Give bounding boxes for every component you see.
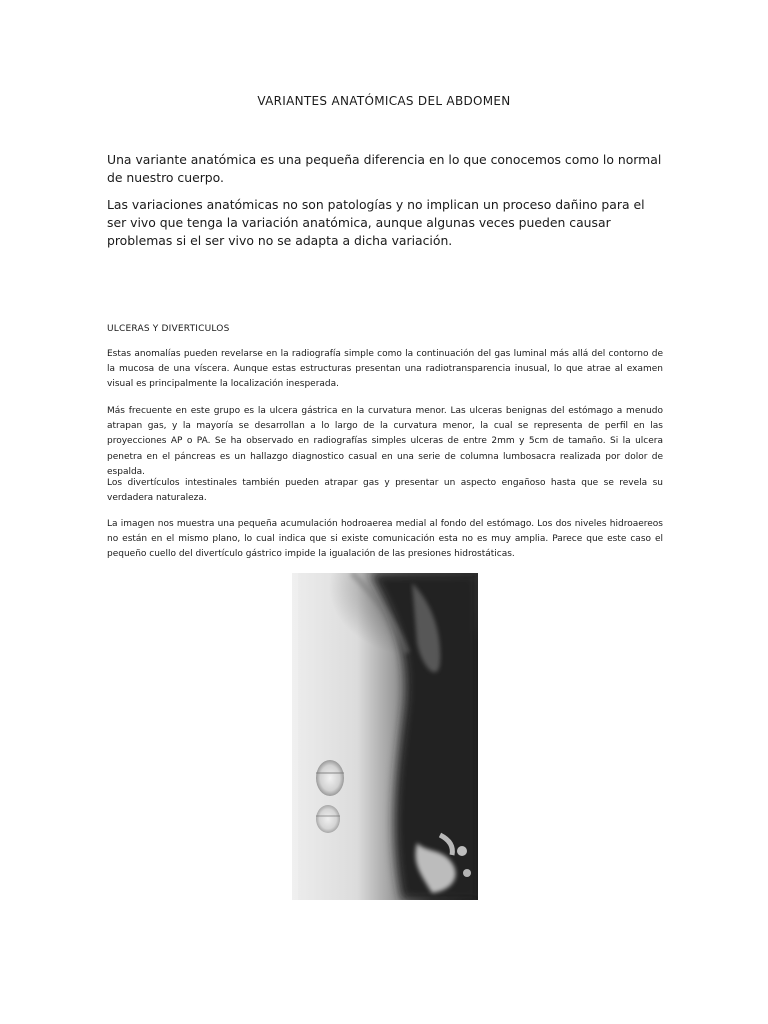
section-heading: ULCERAS Y DIVERTICULOS <box>107 324 230 334</box>
intro-paragraph-1: Una variante anatómica es una pequeña diferencia en lo que conocemos como lo normal de nuestro cuerpo. <box>107 152 662 185</box>
radiograph-image <box>292 573 478 900</box>
body-paragraph-2: Más frecuente en este grupo es la ulcera gástrica en la curvatura menor. Las ulceras benignas del estómago a menudo atrapan gas, y la mayoría se desarrollan a lo largo de la curvatura menor, la cual se representa de perfil en las proyecciones AP o PA. Se ha observado en radiografías simples ulceras de entre 2mm y 5cm de tamaño. Si la ulcera penetra en el páncreas es un hallazgo diagnostico casual en una serie de columna lumbosacra realizada por dolor de espalda. <box>107 406 663 477</box>
page-title: VARIANTES ANATÓMICAS DEL ABDOMEN <box>257 94 511 108</box>
body-paragraph-3: Los divertículos intestinales también pueden atrapar gas y presentar un aspecto engañoso hasta que se revela su verdadera naturaleza. <box>107 478 663 504</box>
intro-paragraph-2: Las variaciones anatómicas no son patologías y no implican un proceso dañino para el ser vivo que tenga la variación anatómica, aunque algunas veces pueden causar problemas si el ser vivo no se adapta a dicha variación. <box>107 197 645 248</box>
body-paragraph-1: Estas anomalías pueden revelarse en la radiografía simple como la continuación del gas luminal más allá del contorno de la mucosa de una víscera. Aunque estas estructuras presentan una radiotransparencia inusual, lo que atrae al examen visual es principalmente la localización inesperada. <box>107 349 663 390</box>
radiograph-svg <box>292 573 478 900</box>
body-paragraph-4: La imagen nos muestra una pequeña acumulación hodroaerea medial al fondo del estómago. Los dos niveles hidroaereos no están en el mismo plano, lo cual indica que si existe comunicación esta no es muy amplia. Parece que este caso el pequeño cuello del divertículo gástrico impide la igualación de las presiones hidrostáticas. <box>107 519 663 560</box>
